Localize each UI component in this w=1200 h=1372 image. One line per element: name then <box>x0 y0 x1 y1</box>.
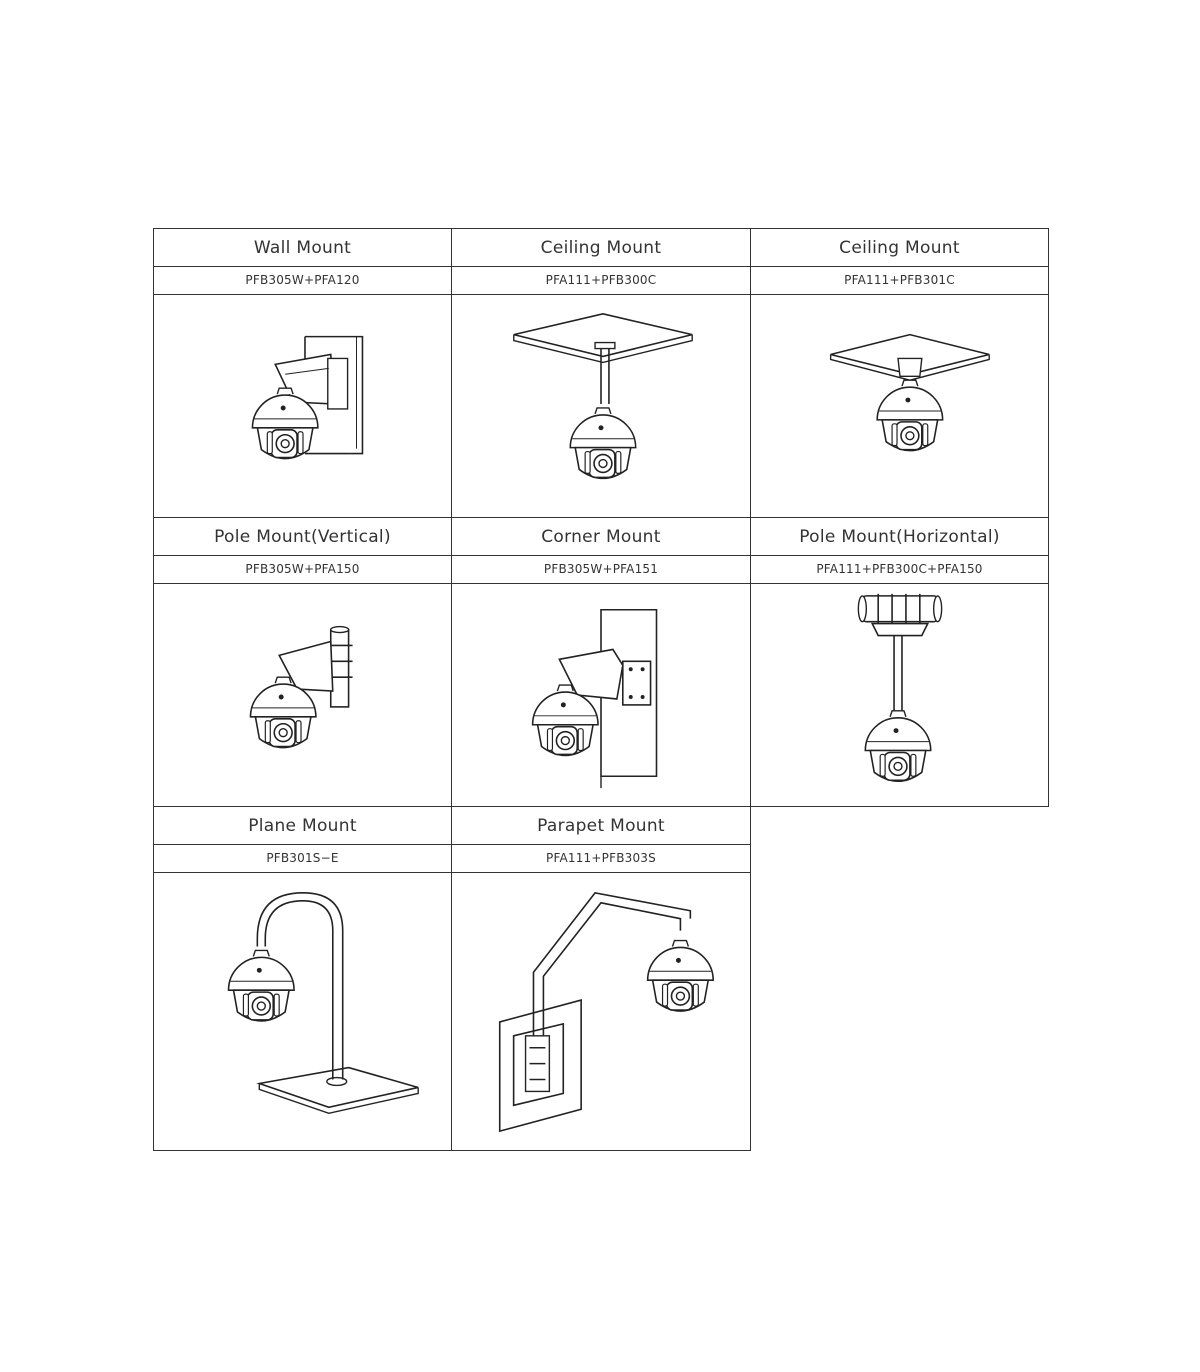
mount-cell-wall <box>153 228 452 518</box>
mount-title: Pole Mount(Vertical) <box>154 518 451 556</box>
mount-options-table <box>153 228 1049 1151</box>
mount-cell-pole-vertical <box>153 517 452 807</box>
plane-mount-camera-icon <box>154 873 451 1150</box>
mount-model: PFB301S−E <box>154 844 451 873</box>
mount-title: Ceiling Mount <box>452 229 750 267</box>
mount-model: PFB305W+PFA150 <box>154 555 451 584</box>
mount-model: PFA111+PFB300C <box>452 266 750 295</box>
wall-mount-camera-icon <box>154 295 451 517</box>
mount-cell-corner <box>451 517 751 807</box>
mount-title: Plane Mount <box>154 807 451 845</box>
corner-mount-camera-icon <box>452 584 750 806</box>
parapet-mount-camera-icon <box>452 873 750 1150</box>
mount-model: PFA111+PFB301C <box>751 266 1048 295</box>
vertical-pole-mount-camera-icon <box>154 584 451 806</box>
horizontal-pole-mount-camera-icon <box>751 584 1048 806</box>
mount-cell-parapet <box>451 806 751 1151</box>
mount-model: PFB305W+PFA151 <box>452 555 750 584</box>
mount-model: PFB305W+PFA120 <box>154 266 451 295</box>
mount-title: Parapet Mount <box>452 807 750 845</box>
mount-model: PFA111+PFB303S <box>452 844 750 873</box>
mount-cell-ceiling-pendant <box>451 228 751 518</box>
mount-cell-ceiling-short <box>750 228 1049 518</box>
mount-title: Ceiling Mount <box>751 229 1048 267</box>
mount-cell-plane <box>153 806 452 1151</box>
mount-model: PFA111+PFB300C+PFA150 <box>751 555 1048 584</box>
pendant-ceiling-mount-camera-icon <box>452 295 750 517</box>
mount-title: Pole Mount(Horizontal) <box>751 518 1048 556</box>
mount-title: Corner Mount <box>452 518 750 556</box>
mount-title: Wall Mount <box>154 229 451 267</box>
short-ceiling-mount-camera-icon <box>751 295 1048 517</box>
mount-cell-pole-horizontal <box>750 517 1049 807</box>
